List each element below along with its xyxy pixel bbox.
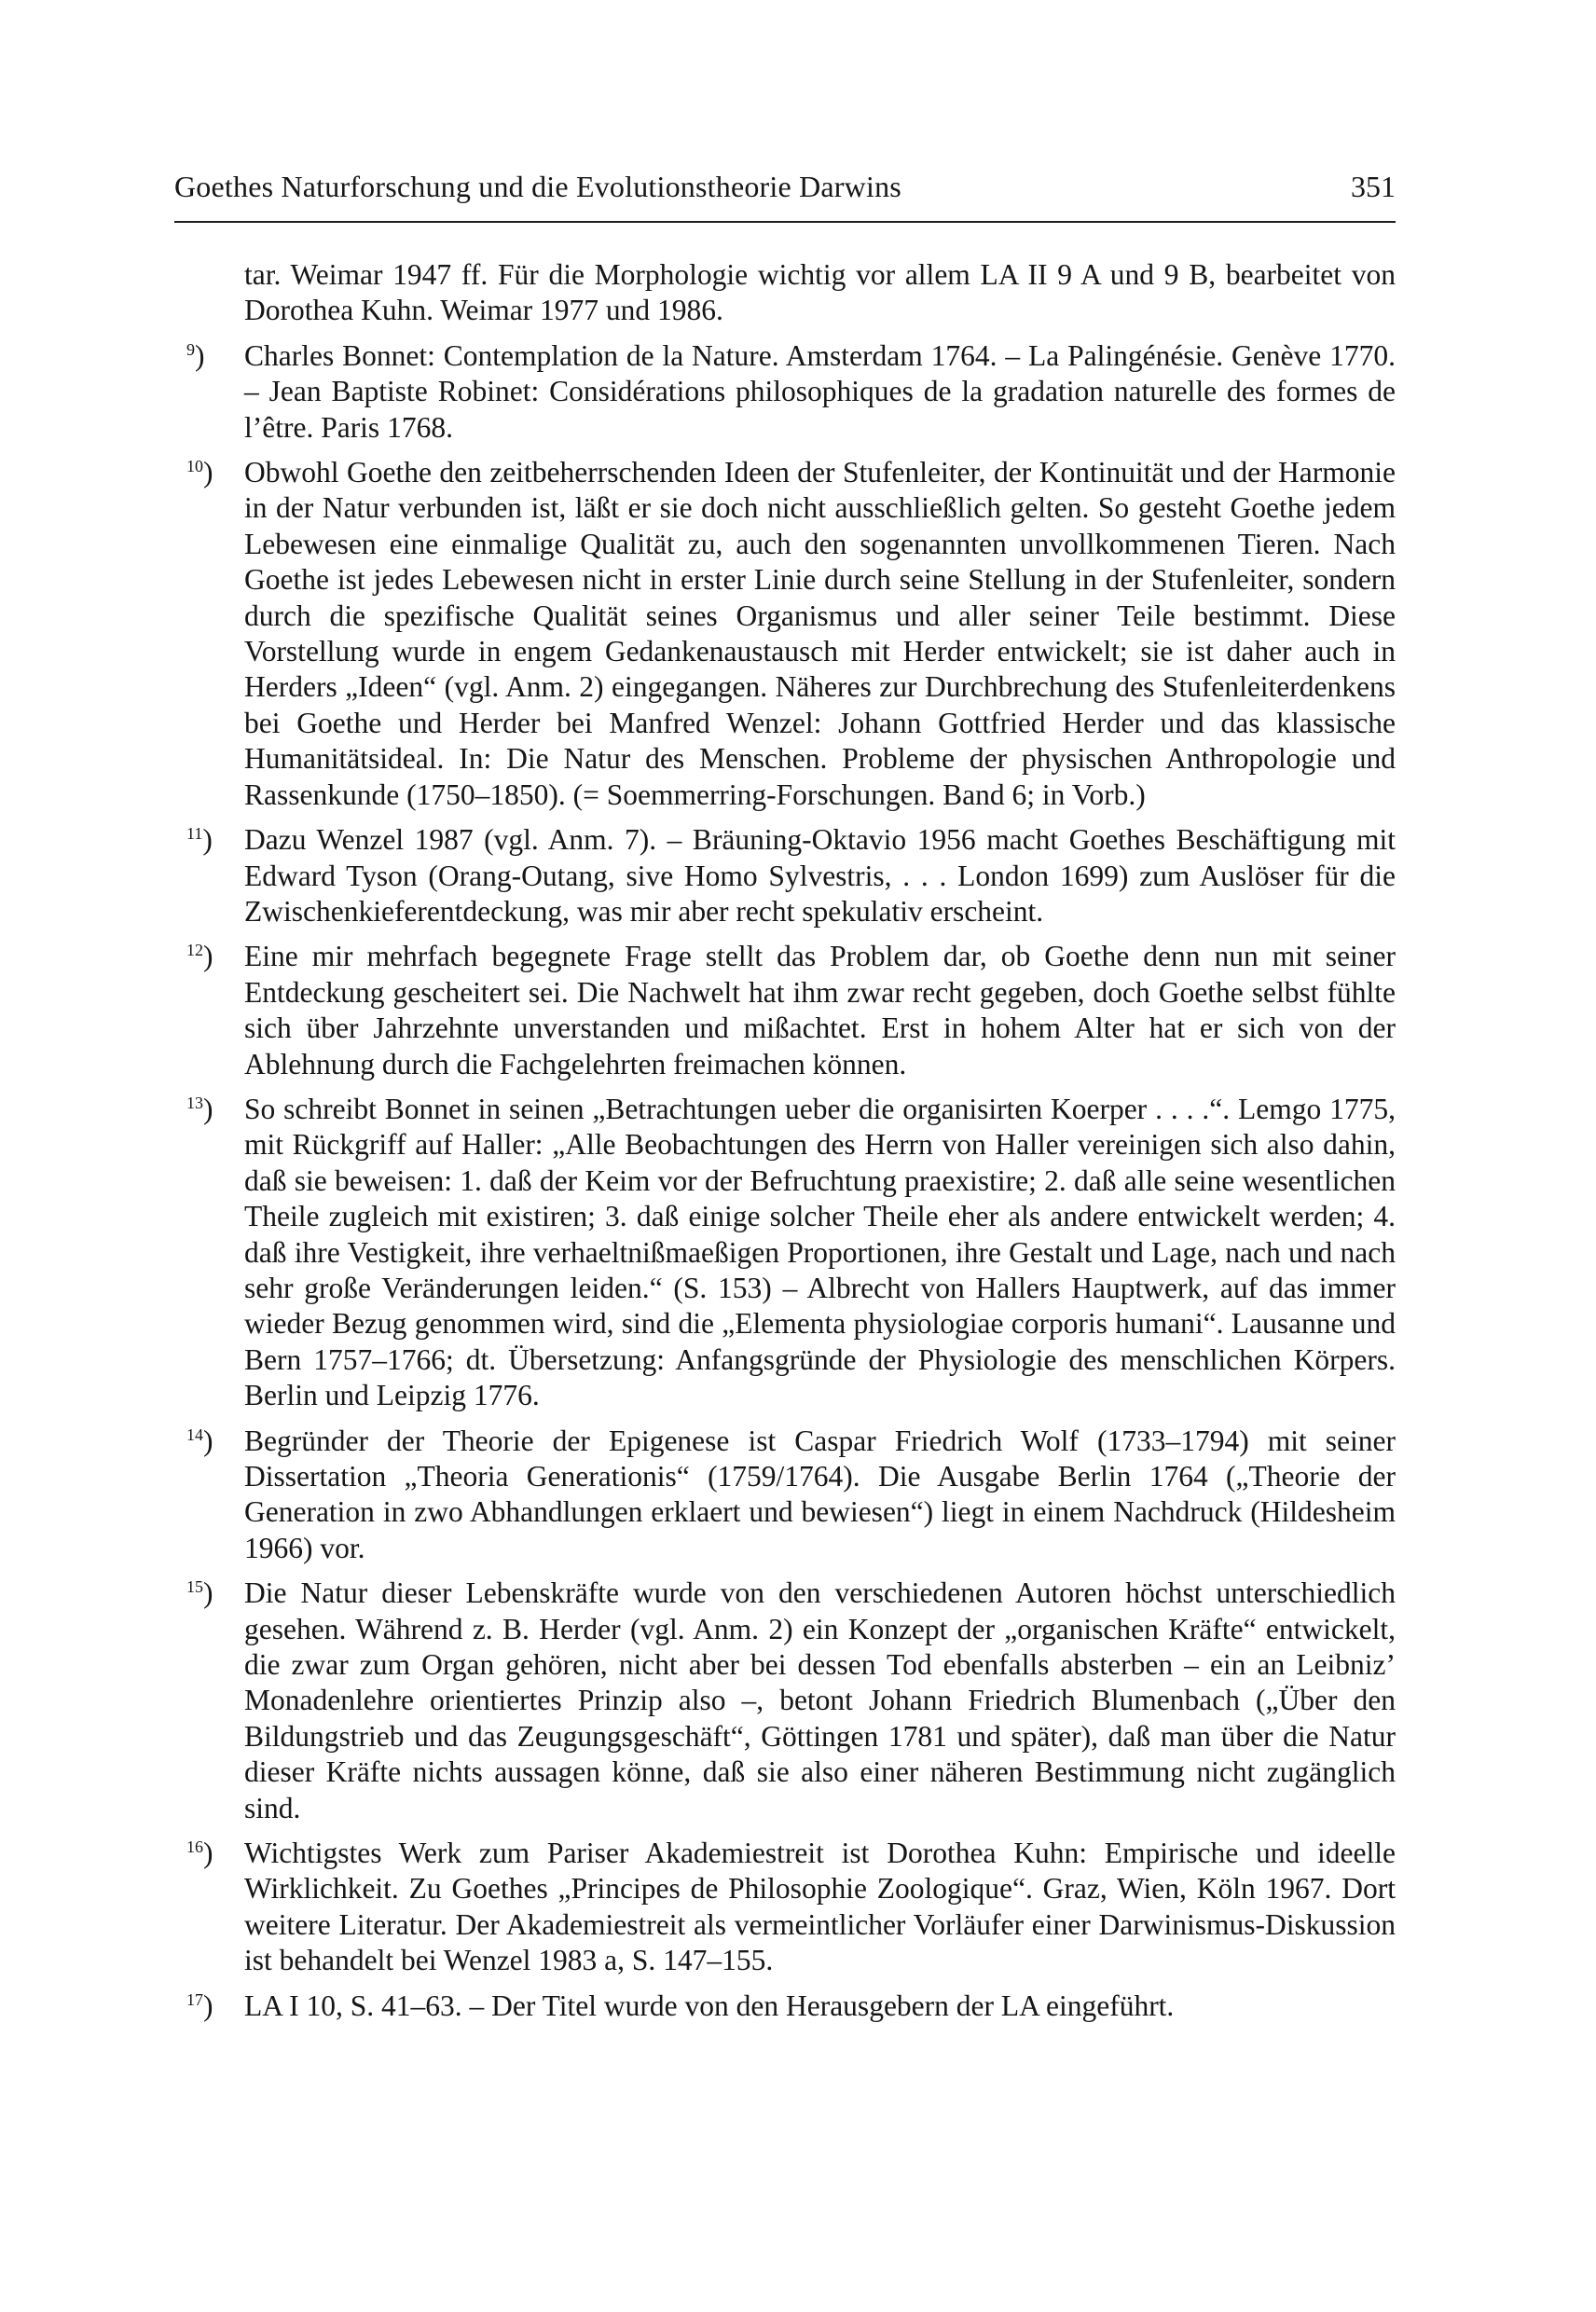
footnote-number: 12 <box>186 941 203 960</box>
footnote-text: Dazu Wenzel 1987 (vgl. Anm. 7). – Bräuning-Oktavio 1956 macht Goethes Beschäftigung mit Edward Tyson (Orang-Outang, sive Homo Sylvestris, . . . London 1699) zum Auslöser für die Zwischenkieferentdeckung, was mir aber recht spekulativ erscheint. <box>244 823 1396 928</box>
footnote-number: 15 <box>186 1577 203 1597</box>
footnote-number: 14 <box>186 1424 203 1444</box>
footnote-marker: $^{10}$) <box>186 456 213 489</box>
footnote-number: 16 <box>186 1837 203 1857</box>
running-header <box>174 170 1396 216</box>
running-title: Goethes Naturforschung und die Evolutionstheorie Darwins <box>174 170 901 203</box>
footnote-12 <box>186 939 1396 1082</box>
footnote-marker: $^{15}$) <box>186 1576 213 1610</box>
footnote-text: tar. Weimar 1947 ff. Für die Morphologie wichtig vor allem LA II 9 A und 9 B, bearbeitet von Dorothea Kuhn. Weimar 1977 und 1986. <box>244 258 1396 327</box>
footnote-11 <box>186 822 1396 929</box>
footnote-number: 9 <box>186 339 195 359</box>
footnote-text: Die Natur dieser Lebenskräfte wurde von den verschiedenen Autoren höchst unterschiedlich gesehen. Während z. B. Herder (vgl. Anm. 2) ein Konzept der „organischen Kräfte“ entwickelt, die zwar zum Organ gehören, nicht aber bei dessen Tod ebenfalls absterben – ein an Leibniz’ Monadenlehre orientiertes Prinzip also –, betont Johann Friedrich Blumenbach („Über den Bildungstrieb und das Zeugungsgeschäft“, Göttingen 1781 und später), daß man über die Natur dieser Kräfte nichts aussagen könne, daß sie also einer näheren Bestimmung nicht zugänglich sind. <box>244 1576 1396 1824</box>
footnote-9 <box>186 338 1396 446</box>
footnote-marker: $^{12}$) <box>186 940 213 973</box>
footnote-number: 11 <box>186 824 203 844</box>
footnote-14 <box>186 1424 1396 1567</box>
footnote-text: Eine mir mehrfach begegnete Frage stellt das Problem dar, ob Goethe denn nun mit seiner Entdeckung gescheitert sei. Die Nachwelt hat ihm zwar recht gegeben, doch Goethe selbst fühlte sich über Jahrzehnte unverstanden und mißachtet. Erst in hohem Alter hat er sich von der Ablehnung durch die Fachgelehrten freimachen können. <box>244 940 1396 1080</box>
footnote-marker: $^{14}$) <box>186 1424 213 1457</box>
footnote-number: 10 <box>186 457 203 476</box>
footnote-marker: $^{17}$) <box>186 1989 213 2022</box>
footnote-text: Obwohl Goethe den zeitbeherrschenden Ideen der Stufenleiter, der Kontinuität und der Harmonie in der Natur verbunden ist, läßt er sie doch nicht ausschließlich gelten. So gesteht Goethe jedem Lebewesen eine einmalige Qualität zu, auch den sogenannten unvollkommenen Tieren. Nach Goethe ist jedes Lebewesen nicht in erster Linie durch seine Stellung in der Stufenleiter, sondern durch die spezifische Qualität seines Organismus und aller seiner Teile bestimmt. Diese Vorstellung wurde in engem Gedankenaustausch mit Herder entwickelt; sie ist daher auch in Herders „Ideen“ (vgl. Anm. 2) eingegangen. Näheres zur Durchbrechung des Stufenleiterdenkens bei Goethe und Herder bei Manfred Wenzel: Johann Gottfried Herder und das klassische Humanitätsideal. In: Die Natur des Menschen. Probleme der physischen Anthropologie und Rassenkunde (1750–1850). (= Soemmerring-Forschungen. Band 6; in Vorb.) <box>244 456 1396 811</box>
footnote-17 <box>186 1989 1396 2024</box>
header-rule <box>174 221 1396 223</box>
footnote-text: Begründer der Theorie der Epigenese ist Caspar Friedrich Wolf (1733–1794) mit seiner Dissertation „Theoria Generationis“ (1759/1764). Die Ausgabe Berlin 1764 („Theorie der Generation in zwo Abhandlungen erklaert und bewiesen“) liegt in einem Nachdruck (Hildesheim 1966) vor. <box>244 1424 1396 1564</box>
footnote-text: LA I 10, S. 41–63. – Der Titel wurde von den Herausgebern der LA eingeführt. <box>244 1989 1175 2022</box>
footnote-text: Wichtigstes Werk zum Pariser Akademiestreit ist Dorothea Kuhn: Empirische und ideelle Wirklichkeit. Zu Goethes „Principes de Philosophie Zoologique“. Graz, Wien, Köln 1967. Dort weitere Literatur. Der Akademiestreit als vermeintlicher Vorläufer einer Darwinismus-Diskussion ist behandelt bei Wenzel 1983 a, S. 147–155. <box>244 1837 1396 1977</box>
footnote-text: Charles Bonnet: Contemplation de la Nature. Amsterdam 1764. – La Palingénésie. Genève 1770. – Jean Baptiste Robinet: Considérations philosophiques de la gradation naturelle des formes de l’être. Paris 1768. <box>244 338 1396 444</box>
footnote-continuation <box>186 257 1396 329</box>
footnote-number: 13 <box>186 1093 203 1112</box>
footnote-10 <box>186 455 1396 813</box>
footnote-13 <box>186 1092 1396 1414</box>
footnotes-list <box>186 257 1396 2033</box>
page-number: 351 <box>1351 170 1396 203</box>
footnote-marker: $^{13}$) <box>186 1092 213 1125</box>
footnote-text: So schreibt Bonnet in seinen „Betrachtungen ueber die organisirten Koerper . . . .“. Lemgo 1775, mit Rückgriff auf Haller: „Alle Beobachtungen des Herrn von Haller vereinigen sich also dahin, daß sie beweisen: 1. daß der Keim vor der Befruchtung praexistire; 2. daß alle seine wesentlichen Theile zugleich mit existiren; 3. daß einige solcher Theile eher als andere entwickelt werden; 4. daß ihre Vestigkeit, ihre verhaeltnißmaeßigen Proportionen, ihre Gestalt und Lage, nach und nach sehr große Veränderungen leiden.“ (S. 153) – Albrecht von Hallers Hauptwerk, auf das immer wieder Bezug genommen wird, sind die „Elementa physiologiae corporis humani“. Lausanne und Bern 1757–1766; dt. Übersetzung: Anfangsgründe der Physiologie des menschlichen Körpers. Berlin und Leipzig 1776. <box>244 1092 1396 1412</box>
footnote-16 <box>186 1836 1396 1979</box>
footnote-marker: $^9$) <box>186 338 205 372</box>
footnote-number: 17 <box>186 1989 203 2009</box>
footnote-15 <box>186 1576 1396 1826</box>
footnote-marker: $^{11}$) <box>186 823 213 857</box>
footnote-marker: $^{16}$) <box>186 1837 213 1870</box>
